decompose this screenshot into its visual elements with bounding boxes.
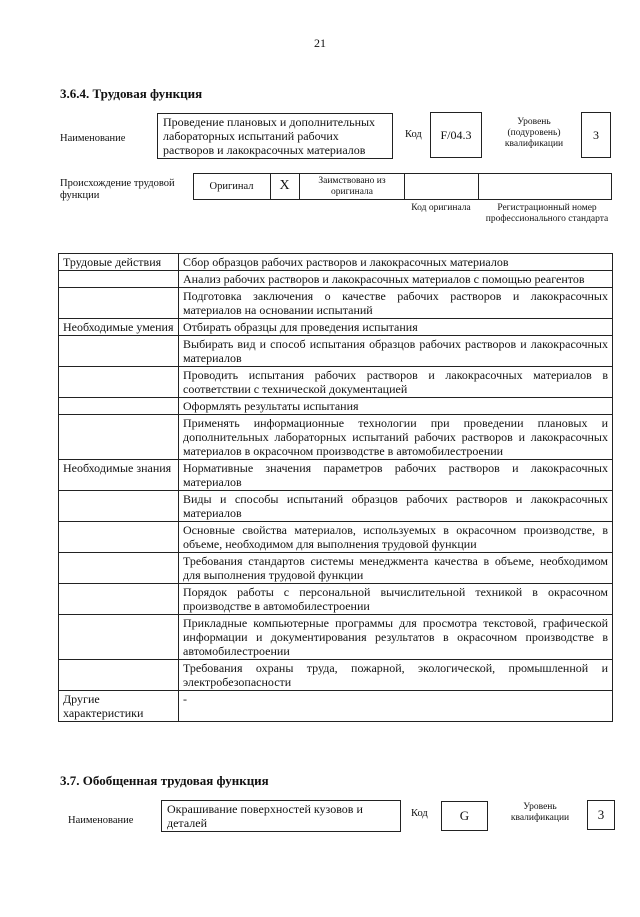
origin-label: Происхождение трудовой функции [60,178,175,201]
level-label: Уровень (подуровень) квалификации [504,117,564,149]
code-label-37: Код [411,808,428,819]
table-row [59,367,613,398]
knowledge-item-group-label: Необходимые знания [59,460,179,491]
name-value-37: Окрашивание поверхностей кузовов и деталей [167,802,363,830]
table-row [59,584,613,615]
table-row [59,319,613,336]
group-label-spacer [59,288,179,319]
knowledge-item: Требования стандартов системы менеджмента качества в объеме, необходимом для выполнения трудовой функции [179,553,613,584]
table-row [59,615,613,660]
page-number: 21 [314,36,326,50]
group-label-spacer [59,367,179,398]
skill: Выбирать вид и способ испытания образцов рабочих растворов и лакокрасочных материалов [179,336,613,367]
knowledge-item: Основные свойства материалов, используемых в окрасочном производстве, в объеме, необходимом для выполнения трудовой функции [179,522,613,553]
table-row [59,254,613,271]
group-label-spacer [59,553,179,584]
table-row [59,415,613,460]
level-value-box [581,112,611,158]
knowledge-item: Прикладные компьютерные программы для просмотра текстовой, графической информации и документирования результатов в окрасочном производстве в автомобилестроении [179,615,613,660]
code-value-box-37 [441,801,488,831]
table-row [59,460,613,491]
skill-group-label: Необходимые умения [59,319,179,336]
group-label-spacer [59,398,179,415]
group-label-spacer [59,491,179,522]
section-heading-37: 3.7. Обобщенная трудовая функция [60,773,269,788]
level-value-37: 3 [597,807,605,822]
name-label: Наименование [60,133,126,144]
table-row [59,398,613,415]
group-label-spacer [59,660,179,691]
level-label-37: Уровень квалификации [510,802,570,823]
labor-action-group-label: Трудовые действия [59,254,179,271]
table-row [59,491,613,522]
table-row [59,553,613,584]
labor-action: Анализ рабочих растворов и лакокрасочных материалов с помощью реагентов [179,271,613,288]
code-value: F/04.3 [440,128,472,142]
table-row [59,288,613,319]
group-label-spacer [59,271,179,288]
skill: Проводить испытания рабочих растворов и лакокрасочных материалов в соответствии с технической документацией [179,367,613,398]
skill: Оформлять результаты испытания [179,398,613,415]
table-row [59,336,613,367]
group-label-spacer [59,584,179,615]
table-row [59,271,613,288]
name-value-box [157,113,393,159]
level-value-box-37 [587,800,615,830]
other-value: - [179,691,613,722]
code-label: Код [405,129,422,140]
table-row [59,691,613,722]
labor-function-table [58,253,613,722]
skill: Отбирать образцы для проведения испытания [179,319,613,336]
table-row [59,522,613,553]
code-original-label: Код оригинала [411,203,471,213]
knowledge-item: Требования охраны труда, пожарной, экологической, промышленной и электробезопасности [179,660,613,691]
group-label-spacer [59,615,179,660]
original-label: Оригинал [209,181,254,192]
table-row [59,660,613,691]
group-label-spacer [59,522,179,553]
original-mark: X [279,178,290,193]
code-value-37: G [459,808,470,823]
code-value-box [430,112,482,158]
knowledge-item: Нормативные значения параметров рабочих растворов и лакокрасочных материалов [179,460,613,491]
group-label-spacer [59,336,179,367]
skill: Применять информационные технологии при проведении плановых и дополнительных лабораторных испытаний рабочих растворов и лакокрасочных материалов в окрасочном производстве в автомобилестроении [179,415,613,460]
borrowed-label: Заимствовано из оригинала [318,176,386,197]
name-value: Проведение плановых и дополнительных лабораторных испытаний рабочих растворов и лакокрасочных материалов [163,115,376,157]
labor-action: Подготовка заключения о качестве рабочих растворов и лакокрасочных материалов на основании испытаний [179,288,613,319]
name-value-box-37 [161,800,401,832]
labor-action: Сбор образцов рабочих растворов и лакокрасочных материалов [179,254,613,271]
group-label-spacer [59,415,179,460]
name-label-37: Наименование [68,815,134,826]
knowledge-item: Виды и способы испытаний образцов рабочих растворов и лакокрасочных материалов [179,491,613,522]
section-heading-364: 3.6.4. Трудовая функция [60,86,203,101]
level-value: 3 [593,128,599,142]
other-label: Другие характеристики [59,691,179,722]
reg-number-label: Регистрационный номер профессионального стандарта [485,203,609,224]
knowledge-item: Порядок работы с персональной вычислительной техникой в окрасочном производстве в автомобилестроении [179,584,613,615]
